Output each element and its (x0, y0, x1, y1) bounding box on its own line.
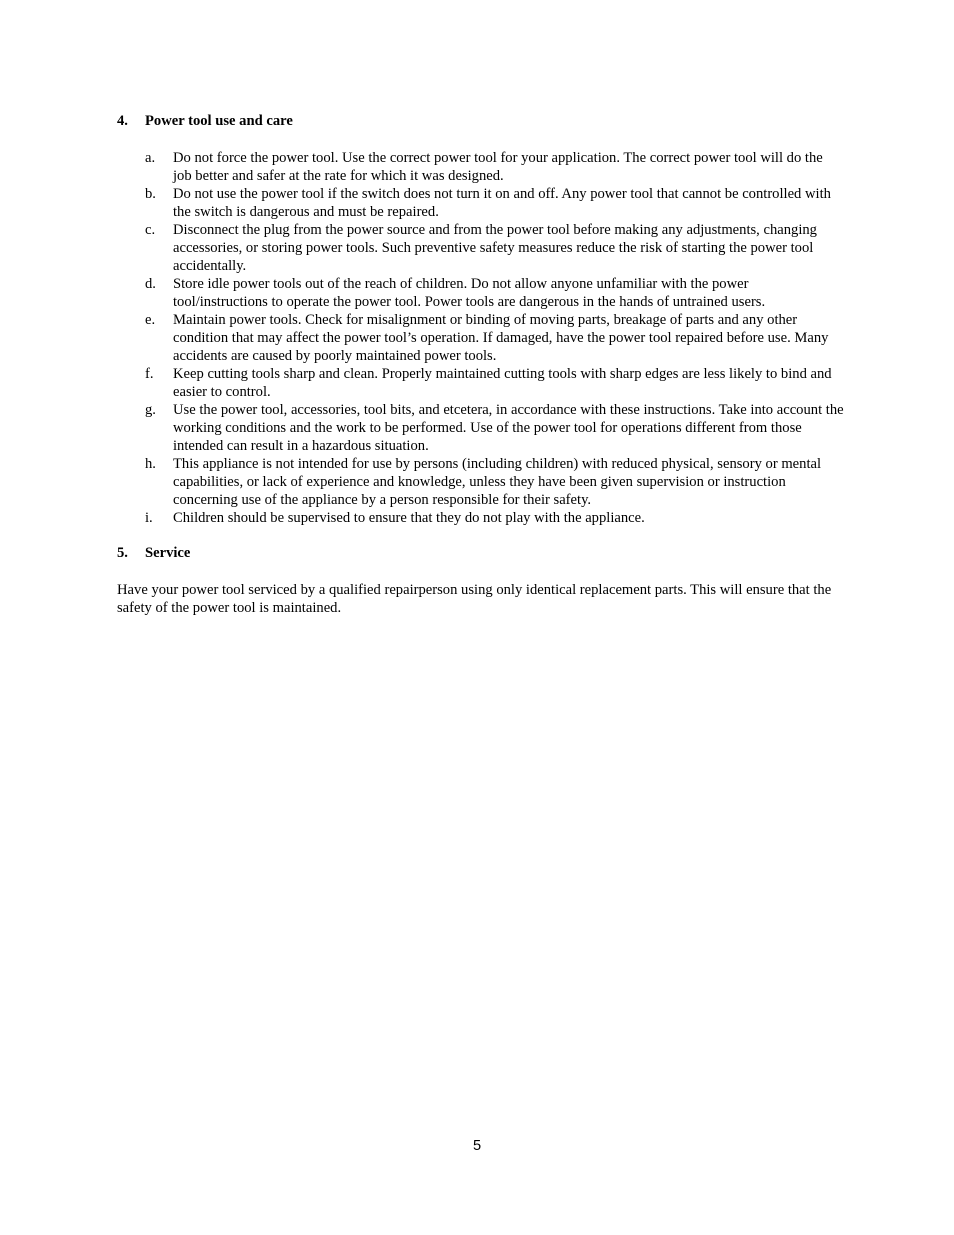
list-marker: e. (145, 312, 156, 328)
list-item-text: Keep cutting tools sharp and clean. Properly maintained cutting tools with sharp edges are less likely to bind and easier to control. (173, 366, 832, 400)
list-item-text: Do not use the power tool if the switch does not turn it on and off. Any power tool that cannot be controlled with the switch is dangerous and must be repaired. (173, 186, 831, 220)
service-paragraph: Have your power tool serviced by a qualified repairperson using only identical replacement parts. This will ensure that the safety of the power tool is maintained. (117, 582, 832, 616)
list-item-text: Children should be supervised to ensure that they do not play with the appliance. (173, 510, 645, 526)
list-marker: i. (145, 510, 153, 526)
section-number: 5. (117, 545, 128, 561)
list-marker: h. (145, 456, 156, 472)
list-item-text: This appliance is not intended for use by persons (including children) with reduced physical, sensory or mental capabilities, or lack of experience and knowledge, unless they have been given supervision or instruction concerning use of the appliance by a person responsible for their safety. (173, 456, 822, 508)
list-item (145, 509, 845, 527)
list-item-text: Store idle power tools out of the reach of children. Do not allow anyone unfamiliar with the power tool/instructions to operate the power tool. Power tools are dangerous in the hands of untrained users. (173, 276, 766, 310)
page-number: 5 (472, 1138, 482, 1154)
list-item (145, 455, 845, 509)
list-item (145, 221, 845, 275)
section-heading-service (117, 544, 190, 562)
list-item-text: Maintain power tools. Check for misalignment or binding of moving parts, breakage of parts and any other condition that may affect the power tool’s operation. If damaged, have the power tool repaired before use. Many accidents are caused by poorly maintained power tools. (173, 312, 829, 364)
list-item (145, 311, 845, 365)
list-marker: g. (145, 402, 156, 418)
list-item-text: Use the power tool, accessories, tool bits, and etcetera, in accordance with these instructions. Take into account the working conditions and the work to be performed. Use of the power tool for operations different from those intended can result in a hazardous situation. (173, 402, 844, 454)
list-marker: d. (145, 276, 156, 292)
section-title: Service (145, 545, 191, 561)
list-marker: a. (145, 150, 156, 166)
list-item (145, 401, 845, 455)
list-marker: b. (145, 186, 156, 202)
list-item (145, 185, 845, 221)
power-tool-care-list (145, 149, 845, 527)
section-heading-power-tool-use-and-care (117, 112, 293, 130)
list-item-text: Do not force the power tool. Use the correct power tool for your application. The correct power tool will do the job better and safer at the rate for which it was designed. (173, 150, 823, 184)
section-title: Power tool use and care (145, 113, 293, 129)
list-item-text: Disconnect the plug from the power source and from the power tool before making any adjustments, changing accessories, or storing power tools. Such preventive safety measures reduce the risk of starting the power tool accidentally. (173, 222, 817, 274)
list-item (145, 149, 845, 185)
list-item (145, 365, 845, 401)
list-item (145, 275, 845, 311)
section-number: 4. (117, 113, 128, 129)
list-marker: f. (145, 366, 154, 382)
list-marker: c. (145, 222, 156, 238)
